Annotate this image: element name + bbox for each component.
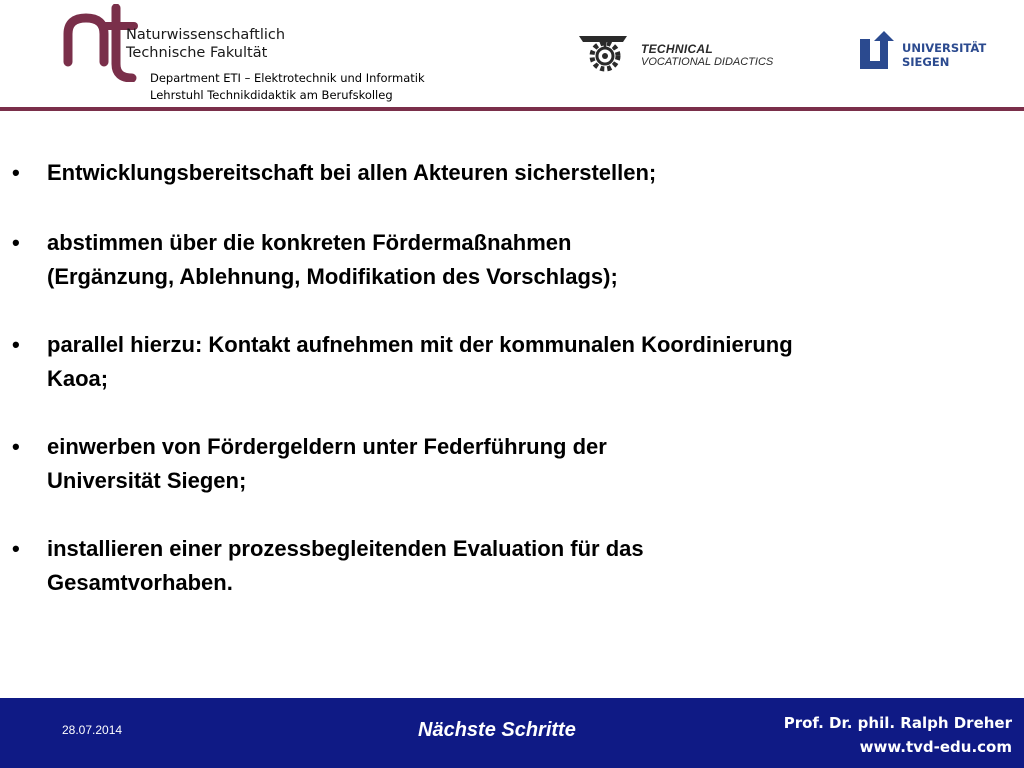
slide-footer xyxy=(0,698,1024,768)
bullet-marker: • xyxy=(12,160,20,185)
tvd-wordmark xyxy=(641,43,773,69)
university-line-1: UNIVERSITÄT xyxy=(902,41,987,55)
bullet-marker: • xyxy=(12,536,20,561)
list-item-line: parallel hierzu: Kontakt aufnehmen mit der kommunalen Koordinierung xyxy=(47,332,793,357)
list-item xyxy=(47,226,1017,294)
faculty-line-1: Naturwissenschaftlich xyxy=(126,27,286,43)
footer-author: Prof. Dr. phil. Ralph Dreher xyxy=(783,714,1012,732)
tvd-line-2: VOCATIONAL DIDACTICS xyxy=(641,56,774,68)
footer-title: Nächste Schritte xyxy=(418,719,576,741)
university-line-2: SIEGEN xyxy=(902,55,950,69)
faculty-line-2: Technische Fakultät xyxy=(126,45,268,61)
bullet-marker: • xyxy=(12,332,20,357)
bullet-marker: • xyxy=(12,230,20,255)
department-block xyxy=(150,70,425,104)
list-item-line: Entwicklungsbereitschaft bei allen Akteuren sicherstellen; xyxy=(47,160,657,185)
header-divider xyxy=(0,107,1024,111)
university-logo-icon xyxy=(858,31,898,71)
footer-website: www.tvd-edu.com xyxy=(859,738,1012,756)
list-item xyxy=(47,532,1017,600)
university-wordmark xyxy=(902,41,986,69)
list-item-line: einwerben von Fördergeldern unter Federführung der xyxy=(47,434,607,459)
list-item xyxy=(47,328,1017,396)
list-item-line: abstimmen über die konkreten Fördermaßnahmen xyxy=(47,230,572,255)
chair-name: Lehrstuhl Technikdidaktik am Berufskolleg xyxy=(150,88,393,102)
bullet-marker: • xyxy=(12,434,20,459)
footer-date: 28.07.2014 xyxy=(62,723,123,737)
tvd-line-1: TECHNICAL xyxy=(641,42,714,56)
list-item xyxy=(47,156,1017,190)
list-item xyxy=(47,430,1017,498)
slide-header xyxy=(0,0,1024,112)
list-item-line: Gesamtvorhaben. xyxy=(47,570,233,595)
footer-author-block xyxy=(784,711,1012,759)
list-item-line: installieren einer prozessbegleitenden Evaluation für das xyxy=(47,536,644,561)
list-item-line: (Ergänzung, Ablehnung, Modifikation des Vorschlags); xyxy=(47,264,618,289)
faculty-name xyxy=(126,26,285,62)
list-item-line: Universität Siegen; xyxy=(47,468,247,493)
department-name: Department ETI – Elektrotechnik und Informatik xyxy=(150,71,425,85)
list-item-line: Kaoa; xyxy=(47,366,109,391)
